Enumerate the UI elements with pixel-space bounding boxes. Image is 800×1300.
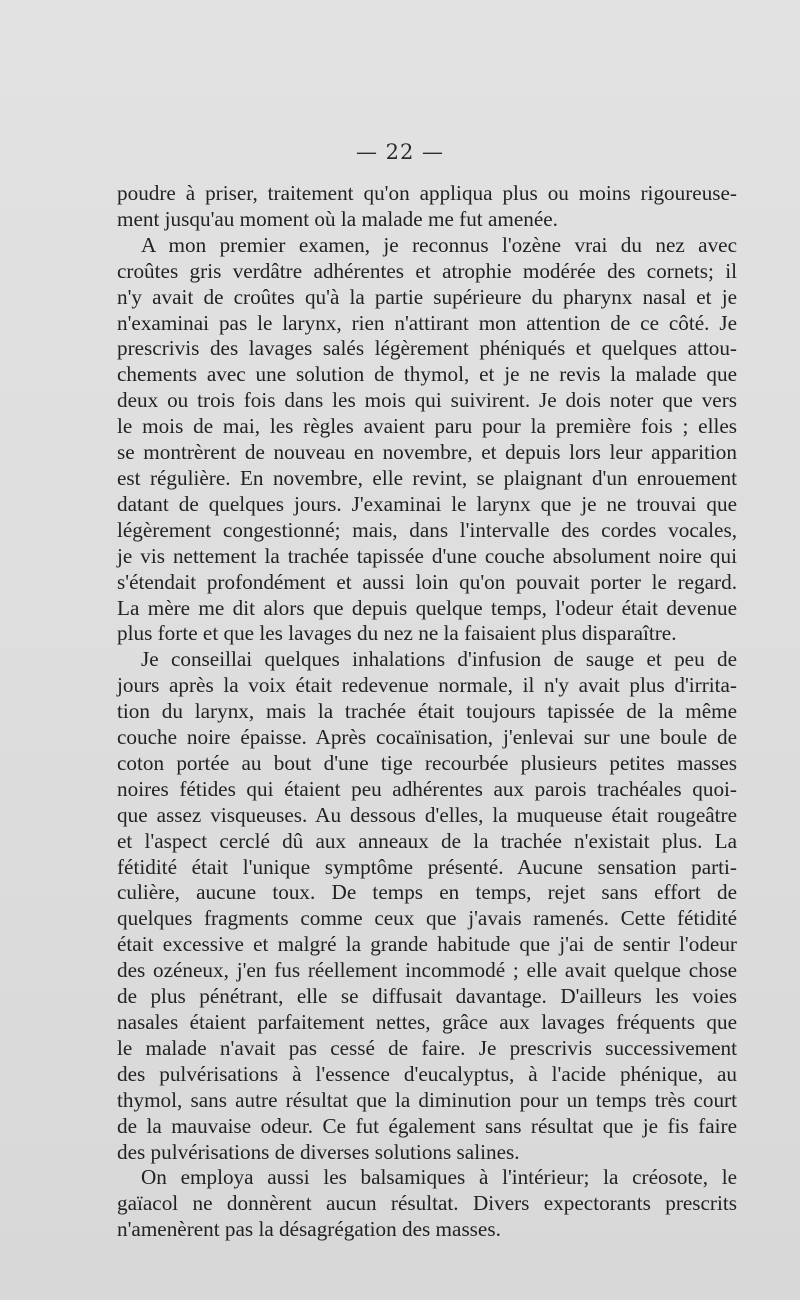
text-line: coton portée au bout d'une tige recourbée plusieurs petites masses [117, 750, 737, 775]
text-line: gaïacol ne donnèrent aucun résultat. Divers expectorants prescrits [117, 1191, 737, 1216]
page-number: — 22 — [355, 140, 445, 164]
text-line: culière, aucune toux. De temps en temps, rejet sans effort de [117, 880, 737, 905]
text-line: s'étendait profondément et aussi loin qu'on pouvait porter le regard. [117, 569, 737, 594]
text-line: jours après la voix était redevenue normale, il n'y avait plus d'irrita- [117, 673, 737, 698]
text-line: plus forte et que les lavages du nez ne la faisaient plus disparaître. [117, 621, 677, 646]
text-line: Je conseillai quelques inhalations d'infusion de sauge et peu de [141, 647, 737, 672]
paragraph [117, 233, 737, 648]
text-line: La mère me dit alors que depuis quelque temps, l'odeur était devenue [117, 595, 737, 620]
text-line: n'y avait de croûtes qu'à la partie supérieure du pharynx nasal et je [117, 284, 737, 309]
text-line: datant de quelques jours. J'examinai le larynx que je ne trouvai que [117, 491, 737, 516]
text-line: couche noire épaisse. Après cocaïnisation, j'enlevai sur une boule de [117, 725, 737, 750]
text-line: quelques fragments comme ceux que j'avais ramenés. Cette fétidité [117, 906, 737, 931]
text-line: n'examinai pas le larynx, rien n'attirant mon attention de ce côté. Je [117, 310, 737, 335]
text-line: chements avec une solution de thymol, et je ne revis la malade que [117, 362, 737, 387]
text-line: était excessive et malgré la grande habitude que j'ai de sentir l'odeur [117, 932, 737, 957]
text-line: deux ou trois fois dans les mois qui suivirent. Je dois noter que vers [117, 388, 737, 413]
body-text [117, 181, 737, 1243]
text-line: légèrement congestionné; mais, dans l'intervalle des cordes vocales, [117, 517, 737, 542]
text-line: de la mauvaise odeur. Ce fut également sans résultat que je fis faire [117, 1113, 737, 1138]
text-line: le malade n'avait pas cessé de faire. Je prescrivis successivement [117, 1035, 737, 1060]
paragraph [117, 181, 737, 233]
paragraph [117, 1165, 737, 1243]
text-line: croûtes gris verdâtre adhérentes et atrophie modérée des cornets; il [117, 258, 737, 283]
text-line: fétidité était l'unique symptôme présenté. Aucune sensation parti- [117, 854, 737, 879]
text-line: poudre à priser, traitement qu'on appliqua plus ou moins rigoureuse- [117, 181, 737, 205]
text-line: On employa aussi les balsamiques à l'intérieur; la créosote, le [141, 1165, 737, 1190]
text-line: est régulière. En novembre, elle revint, se plaignant d'un enrouement [117, 465, 737, 490]
text-line: le mois de mai, les règles avaient paru pour la première fois ; elles [117, 414, 737, 439]
text-line: que assez visqueuses. Au dessous d'elles, la muqueuse était rougeâtre [117, 802, 737, 827]
text-line: et l'aspect cerclé dû aux anneaux de la trachée n'existait plus. La [117, 828, 737, 853]
text-line: n'amenèrent pas la désagrégation des masses. [117, 1217, 501, 1242]
text-line: se montrèrent de nouveau en novembre, et depuis lors leur apparition [117, 440, 737, 465]
text-line: des pulvérisations à l'essence d'eucalyptus, à l'acide phénique, au [117, 1061, 737, 1086]
text-line: ment jusqu'au moment où la malade me fut amenée. [117, 206, 558, 231]
text-line: des pulvérisations de diverses solutions salines. [117, 1139, 520, 1164]
paragraph [117, 647, 737, 1165]
text-line: tion du larynx, mais la trachée était toujours tapissée de la même [117, 699, 737, 724]
text-line: thymol, sans autre résultat que la diminution pour un temps très court [117, 1087, 737, 1112]
text-line: nasales étaient parfaitement nettes, grâce aux lavages fréquents que [117, 1010, 737, 1034]
text-line: des ozéneux, j'en fus réellement incommodé ; elle avait quelque chose [117, 958, 737, 983]
text-line: prescrivis des lavages salés légèrement phéniqués et quelques attou- [117, 336, 737, 361]
text-line: noires fétides qui étaient peu adhérentes aux parois trachéales quoi- [117, 776, 737, 801]
text-line: je vis nettement la trachée tapissée d'une couche absolument noire qui [117, 543, 737, 568]
text-line: A mon premier examen, je reconnus l'ozène vrai du nez avec [141, 232, 737, 257]
text-line: de plus pénétrant, elle se diffusait davantage. D'ailleurs les voies [117, 984, 737, 1009]
